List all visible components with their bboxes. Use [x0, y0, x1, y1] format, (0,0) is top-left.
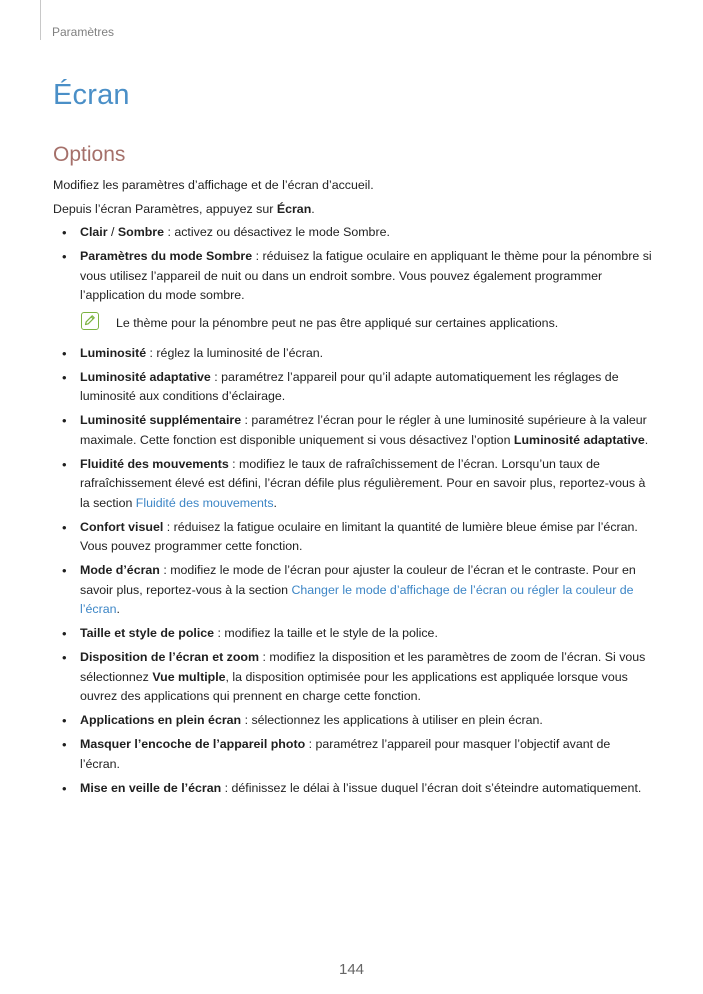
options-list-continued [53, 344, 653, 799]
page-number: 144 [338, 961, 365, 978]
page-title: Écran [53, 79, 130, 111]
options-list [53, 223, 653, 306]
note-text: Le thème pour la pénombre peut ne pas être appliqué sur certaines applications. [116, 315, 559, 330]
intro-text: Modifiez les paramètres d’affichage et de l’écran d’accueil. [53, 178, 374, 192]
content [53, 176, 653, 803]
list-item: • Luminosité supplémentaire : paramétrez l’écran pour le régler à une luminosité supérieure à la valeur maximale. Cette fonction est disponible uniquement si vous désactivez l’option Luminosité adaptative. [53, 411, 653, 450]
list-item: • Fluidité des mouvements : modifiez le taux de rafraîchissement de l’écran. Lorsqu’un taux de rafraîchissement élevé est défini, l’écran défile plus régulièrement. Pour en savoir plus, reportez-vous à la section Fluidité des mouvements. [53, 455, 653, 514]
list-item: • Luminosité : réglez la luminosité de l’écran. [53, 344, 653, 364]
path-target: Écran [276, 201, 312, 216]
link-fluidite-mouvements[interactable]: Fluidité des mouvements [135, 495, 274, 510]
running-head: Paramètres [52, 25, 115, 39]
margin-rule [40, 0, 41, 40]
list-item: • Taille et style de police : modifiez la taille et le style de la police. [53, 624, 653, 644]
section-title: Options [53, 143, 126, 166]
note-pencil-icon [81, 312, 99, 330]
list-item: • Disposition de l’écran et zoom : modifiez la disposition et les paramètres de zoom de l’écran. Si vous sélectionnez Vue multiple, la disposition optimisée pour les applications est appliquée lorsque vous ouvrez des applications qui prennent en charge cette fonction. [53, 648, 653, 707]
path-text: Depuis l’écran Paramètres, appuyez sur Écran. [53, 201, 315, 216]
list-item: • Clair / Sombre : activez ou désactivez le mode Sombre. [53, 223, 653, 243]
link-mode-affichage[interactable]: Changer le mode d’affichage de l’écran ou régler la couleur de l’écran [80, 582, 634, 616]
list-item: • Mise en veille de l’écran : définissez le délai à l’issue duquel l’écran doit s’éteindre automatiquement. [53, 779, 653, 799]
list-item: • Paramètres du mode Sombre : réduisez la fatigue oculaire en appliquant le thème pour la pénombre si vous utilisez l’appareil de nuit ou dans un endroit sombre. Vous pouvez également programmer l’application du mode sombre. [53, 247, 653, 306]
list-item: • Applications en plein écran : sélectionnez les applications à utiliser en plein écran. [53, 711, 653, 731]
list-item: • Luminosité adaptative : paramétrez l’appareil pour qu’il adapte automatiquement les réglages de luminosité aux conditions d’éclairage. [53, 368, 653, 407]
list-item: • Masquer l’encoche de l’appareil photo : paramétrez l’appareil pour masquer l’objectif avant de l’écran. [53, 735, 653, 774]
note [53, 312, 653, 334]
list-item: • Mode d’écran : modifiez le mode de l’écran pour ajuster la couleur de l’écran et le contraste. Pour en savoir plus, reportez-vous à la section Changer le mode d’affichage de l’écran ou régler la couleur de l’écran. [53, 561, 653, 620]
list-item: • Confort visuel : réduisez la fatigue oculaire en limitant la quantité de lumière bleue émise par l’écran. Vous pouvez programmer cette fonction. [53, 518, 653, 557]
